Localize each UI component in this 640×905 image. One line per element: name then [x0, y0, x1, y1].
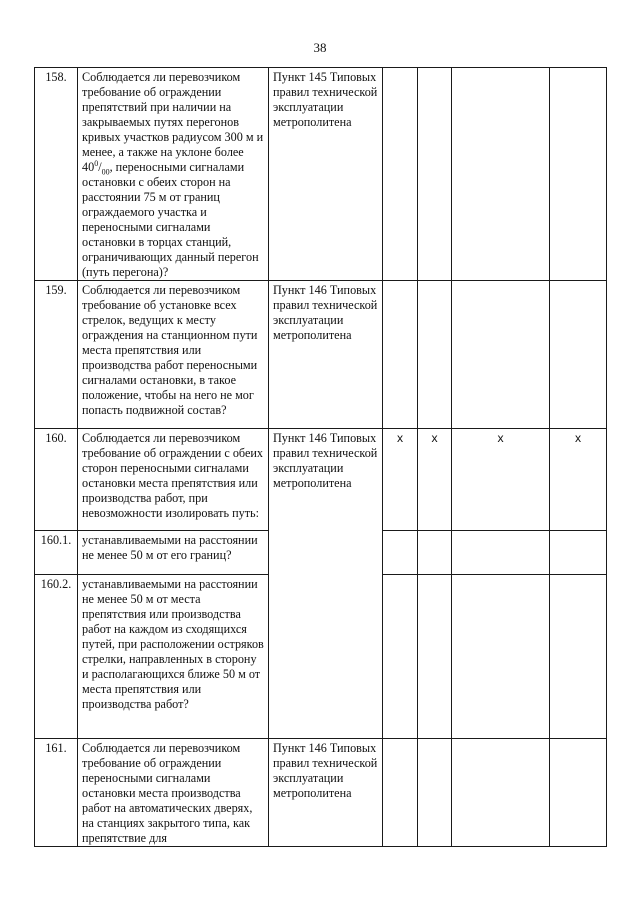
answer-cell-yes[interactable] — [383, 575, 418, 739]
answer-cell-yes[interactable] — [383, 281, 418, 429]
row-number: 158. — [35, 68, 78, 281]
answer-cell-no[interactable]: x — [418, 429, 452, 531]
answer-cell-na[interactable] — [452, 739, 550, 847]
answer-cell-na[interactable] — [452, 575, 550, 739]
reference-text: Пункт 146 Типовых правил технической эксплуатации метрополитена — [269, 739, 383, 847]
answer-cell-note[interactable] — [550, 575, 607, 739]
table-row-158 — [35, 68, 607, 281]
question-text: Соблюдается ли перевозчиком требование об установке всех стрелок, ведущих к месту ограждения на станционном пути места препятствия или производства работ переносными сигналами остановки, в такое положение, чтобы на него не мог попасть подвижной состав? — [78, 281, 269, 429]
question-text: устанавливаемыми на расстоянии не менее 50 м от места препятствия или производства работ на каждом из сходящихся путей, при расположении остряков стрелки, направленных в сторону и располагающихся ближе 50 м от места препятствия или производства работ? — [78, 575, 269, 739]
answer-cell-no[interactable] — [418, 531, 452, 575]
answer-cell-yes[interactable] — [383, 531, 418, 575]
answer-cell-note[interactable] — [550, 68, 607, 281]
answer-cell-yes[interactable] — [383, 68, 418, 281]
answer-cell-yes[interactable]: x — [383, 429, 418, 531]
answer-cell-na[interactable]: x — [452, 429, 550, 531]
answer-cell-na[interactable] — [452, 531, 550, 575]
answer-cell-note[interactable] — [550, 281, 607, 429]
reference-text: Пункт 146 Типовых правил технической эксплуатации метрополитена — [269, 429, 383, 739]
answer-cell-note[interactable]: x — [550, 429, 607, 531]
answer-cell-yes[interactable] — [383, 739, 418, 847]
row-number: 160.2. — [35, 575, 78, 739]
question-text: устанавливаемыми на расстоянии не менее 50 м от его границ? — [78, 531, 269, 575]
table-row-161 — [35, 739, 607, 847]
table-row-160 — [35, 429, 607, 531]
answer-cell-no[interactable] — [418, 739, 452, 847]
answer-cell-no[interactable] — [418, 575, 452, 739]
page-number: 38 — [313, 40, 327, 55]
row-number: 159. — [35, 281, 78, 429]
row-number: 160. — [35, 429, 78, 531]
row-number: 160.1. — [35, 531, 78, 575]
reference-text: Пункт 146 Типовых правил технической эксплуатации метрополитена — [269, 281, 383, 429]
answer-cell-na[interactable] — [452, 281, 550, 429]
answer-cell-no[interactable] — [418, 281, 452, 429]
answer-cell-note[interactable] — [550, 739, 607, 847]
answer-cell-na[interactable] — [452, 68, 550, 281]
answer-cell-no[interactable] — [418, 68, 452, 281]
question-text: Соблюдается ли перевозчиком требование об ограждении переносными сигналами остановки места производства работ на автоматических дверях, на станциях закрытого типа, как препятствие для — [78, 739, 269, 847]
answer-cell-note[interactable] — [550, 531, 607, 575]
question-text: Соблюдается ли перевозчиком требование об ограждении с обеих сторон переносными сигналами остановки места препятствия или производства работ, при невозможности изолировать путь: — [78, 429, 269, 531]
reference-text: Пункт 145 Типовых правил технической эксплуатации метрополитена — [269, 68, 383, 281]
row-number: 161. — [35, 739, 78, 847]
checklist-table — [34, 67, 607, 847]
question-text: Соблюдается ли перевозчиком требование об ограждении препятствий при наличии на закрываемых путях перегонов кривых участков радиусом 300 м и менее, а также на уклоне более $40^0/_{00}$, переносными сигналами остановки с обеих сторон на расстоянии 75 м от границ ограждаемого участка и переносными сигналами остановки в торцах станций, ограничивающих данный перегон (путь перегона)? — [78, 68, 269, 281]
table-row-159 — [35, 281, 607, 429]
